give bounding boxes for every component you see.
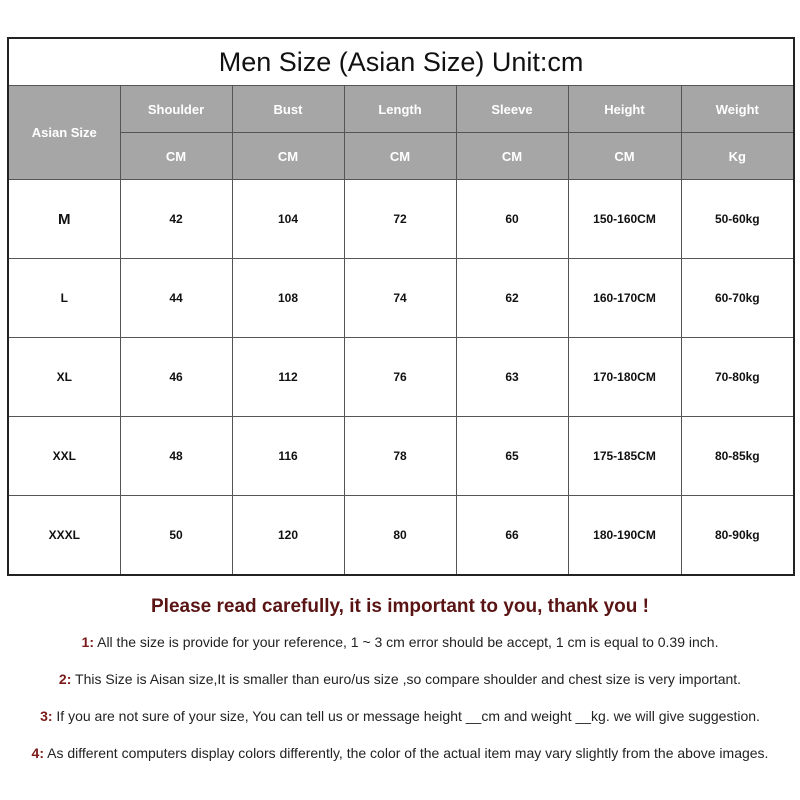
note-text: As different computers display colors differently, the color of the actual item may vary slightly from the above images. [44,745,769,761]
unit-shoulder: CM [120,133,232,180]
cell-bust: 108 [232,259,344,338]
cell-length: 72 [344,180,456,259]
cell-sleeve: 66 [456,496,568,576]
size-chart-table [7,37,795,576]
cell-shoulder: 42 [120,180,232,259]
cell-bust: 104 [232,180,344,259]
cell-height: 160-170CM [568,259,681,338]
size-label: XXL [8,417,120,496]
cell-length: 74 [344,259,456,338]
size-label: L [8,259,120,338]
cell-shoulder: 46 [120,338,232,417]
cell-shoulder: 44 [120,259,232,338]
note-number: 1: [81,634,94,650]
cell-sleeve: 60 [456,180,568,259]
cell-height: 175-185CM [568,417,681,496]
note-item [0,661,800,698]
cell-length: 76 [344,338,456,417]
unit-bust: CM [232,133,344,180]
cell-height: 180-190CM [568,496,681,576]
table-title: Men Size (Asian Size) Unit:cm [8,38,794,86]
header-bust: Bust [232,86,344,133]
cell-weight: 80-85kg [681,417,794,496]
cell-bust: 120 [232,496,344,576]
note-number: 4: [31,745,44,761]
table-row [8,496,794,576]
table-row [8,259,794,338]
table-row [8,338,794,417]
cell-length: 78 [344,417,456,496]
note-text: If you are not sure of your size, You can tell us or message height __cm and weight __kg. we will give suggestion. [52,708,760,724]
size-label: M [8,180,120,259]
cell-weight: 50-60kg [681,180,794,259]
header-weight: Weight [681,86,794,133]
unit-sleeve: CM [456,133,568,180]
cell-height: 170-180CM [568,338,681,417]
notes-section [0,590,800,772]
notice-heading: Please read carefully, it is important to you, thank you ! [151,596,649,617]
note-number: 3: [40,708,53,724]
cell-weight: 60-70kg [681,259,794,338]
header-length: Length [344,86,456,133]
cell-bust: 116 [232,417,344,496]
cell-shoulder: 48 [120,417,232,496]
note-item [0,698,800,735]
note-item [0,735,800,772]
cell-sleeve: 62 [456,259,568,338]
cell-shoulder: 50 [120,496,232,576]
header-shoulder: Shoulder [120,86,232,133]
cell-weight: 80-90kg [681,496,794,576]
unit-length: CM [344,133,456,180]
size-label: XL [8,338,120,417]
unit-height: CM [568,133,681,180]
header-sleeve: Sleeve [456,86,568,133]
header-asian-size: Asian Size [8,86,120,180]
cell-length: 80 [344,496,456,576]
header-height: Height [568,86,681,133]
note-number: 2: [58,671,72,687]
cell-weight: 70-80kg [681,338,794,417]
note-text: This Size is Aisan size,It is smaller than euro/us size ,so compare shoulder and chest size is very important. [71,671,742,687]
table-row [8,417,794,496]
unit-weight: Kg [681,133,794,180]
size-label: XXXL [8,496,120,576]
cell-sleeve: 65 [456,417,568,496]
cell-bust: 112 [232,338,344,417]
note-item [0,624,800,661]
cell-sleeve: 63 [456,338,568,417]
cell-height: 150-160CM [568,180,681,259]
table-row [8,180,794,259]
note-text: All the size is provide for your reference, 1 ~ 3 cm error should be accept, 1 cm is equal to 0.39 inch. [93,634,719,650]
